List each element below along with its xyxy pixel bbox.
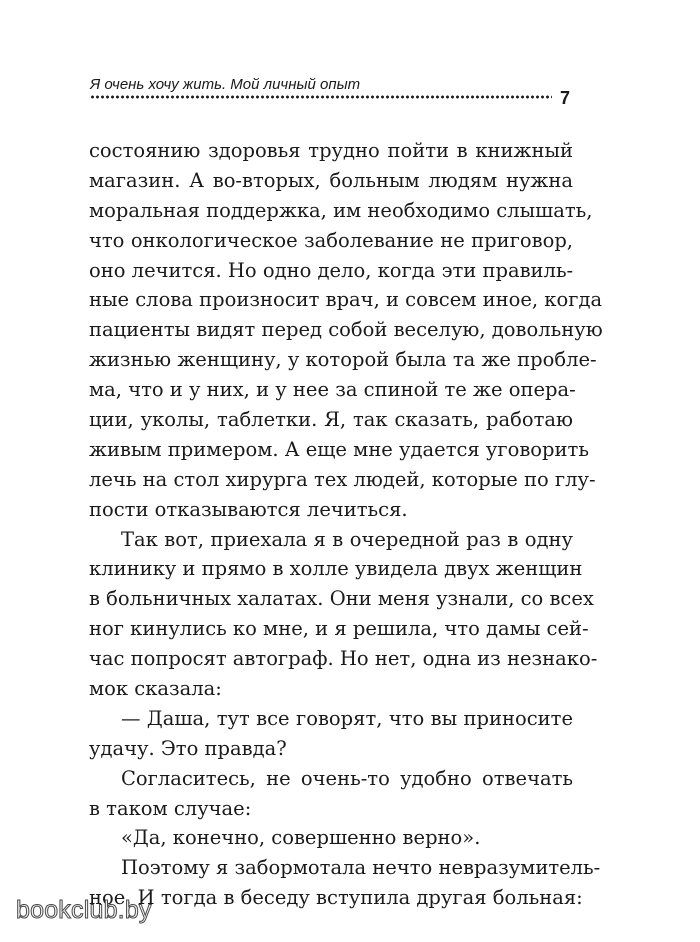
text-line: удачу. Это правда? xyxy=(89,736,287,760)
text-line: Так вот, приехала я в очередной раз в одну xyxy=(121,527,573,551)
running-title: Я очень хочу жить. Мой личный опыт xyxy=(90,76,361,93)
text-line: ции, уколы, таблетки. Я, так сказать, работаю xyxy=(89,408,573,432)
text-line: жизнью женщину, у которой была та же пробле- xyxy=(89,348,597,372)
text-line: ные слова произносит врач, и совсем иное, когда xyxy=(89,288,603,312)
text-line: что онкологическое заболевание не приговор, xyxy=(89,228,573,252)
text-line: — Даша, тут все говорят, что вы приносите xyxy=(121,706,573,730)
text-line: клинику и прямо в холле увидела двух женщин xyxy=(89,557,583,581)
body-text xyxy=(89,136,603,913)
text-line: Поэтому я забормотала нечто невразумитель- xyxy=(121,856,601,880)
text-line: Согласитесь, не очень-то удобно отвечать xyxy=(121,766,573,790)
text-line: пости отказываются лечиться. xyxy=(89,497,408,521)
text-line: «Да, конечно, совершенно верно». xyxy=(121,826,481,850)
text-line: час попросят автограф. Но нет, одна из незнако- xyxy=(89,647,598,671)
text-line: лечь на стол хирурга тех людей, которые по глу- xyxy=(89,467,596,491)
text-line: ное. И тогда в беседу вступила другая больная: xyxy=(89,886,583,910)
page-header xyxy=(90,76,580,116)
text-line: ма, что и у них, и у нее за спиной те же опера- xyxy=(89,378,576,402)
text-line: оно лечится. Но одно дело, когда эти правиль- xyxy=(89,258,574,282)
text-line: пациенты видят перед собой веселую, довольную xyxy=(89,318,603,342)
text-line: магазин. А во-вторых, больным людям нужна xyxy=(89,168,573,192)
watermark-logo: bookclub.by xyxy=(16,896,152,924)
text-line: состоянию здоровья трудно пойти в книжный xyxy=(89,139,573,162)
dotted-rule xyxy=(90,93,552,101)
page-number: 7 xyxy=(560,88,571,108)
text-line: моральная поддержка, им необходимо слышать, xyxy=(89,198,593,222)
text-line: в таком случае: xyxy=(89,796,252,820)
text-line: живым примером. А еще мне удается уговорить xyxy=(89,437,589,461)
text-line: ног кинулись ко мне, и я решила, что дамы сей- xyxy=(89,617,589,641)
text-line: в больничных халатах. Они меня узнали, со всех xyxy=(89,587,594,611)
text-line: мок сказала: xyxy=(89,677,222,701)
